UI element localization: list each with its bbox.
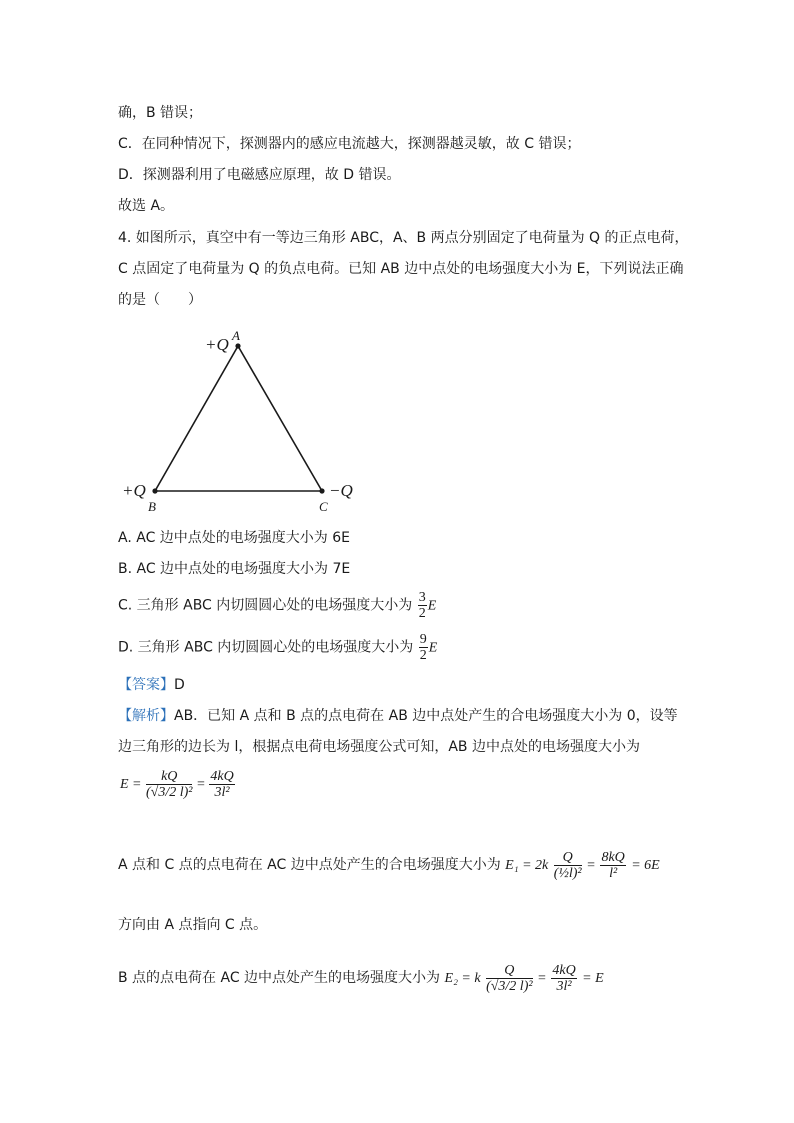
point-c [319, 488, 324, 493]
analysis-label: 【解析】 [118, 708, 174, 724]
option-d-numerator: 9 [419, 632, 427, 647]
charge-a: +Q [205, 335, 229, 354]
prev-line-c: C．在同种情况下，探测器内的感应电流越大，探测器越灵敏，故 C 错误； [118, 136, 581, 152]
eq1-result-numerator: 4kQ [210, 769, 234, 785]
eq3-result-numerator: 4kQ [552, 962, 576, 978]
eq1-fraction [146, 769, 192, 800]
eq2-lhs: E₁ = 2k [505, 858, 549, 873]
eq2-tail: = 6E [631, 858, 660, 873]
analysis-text-5: B 点的点电荷在 AC 边中点处产生的电场强度大小为 [118, 970, 441, 986]
option-c-fraction [418, 590, 427, 621]
eq2-denominator: (½l)² [553, 865, 582, 881]
option-d-denominator: 2 [419, 648, 427, 663]
eq3-numerator: Q [486, 963, 532, 979]
side-ac [238, 346, 322, 491]
eq1-numerator: kQ [146, 769, 192, 785]
option-b: B. AC 边中点处的电场强度大小为 7E [118, 561, 351, 577]
analysis-text-1: AB．已知 A 点和 B 点的点电荷在 AB 边中点处产生的合电场强度大小为 0，设等 [174, 708, 678, 724]
eq1-result-denominator: 3l² [214, 785, 230, 801]
option-c-unit: E [427, 598, 437, 614]
eq3-lhs: E₂ = k [444, 971, 481, 986]
label-c: C [319, 499, 328, 514]
answer-value: D [174, 677, 185, 693]
triangle-figure [110, 322, 370, 517]
option-d-unit: E [428, 640, 438, 656]
eq2-numerator: Q [554, 850, 582, 866]
option-c [118, 590, 436, 622]
eq2-result-numerator: 8kQ [601, 849, 625, 865]
analysis-line-5 [118, 958, 604, 999]
answer-line [118, 675, 185, 695]
prev-conclusion: 故选 A。 [118, 198, 175, 214]
eq1-denominator: (√3/2 l)² [146, 785, 193, 801]
charge-c: −Q [329, 481, 353, 500]
eq1-lhs: E = [120, 777, 142, 792]
option-d-fraction [419, 632, 428, 663]
option-d-text: D. 三角形 ABC 内切圆圆心处的电场强度大小为 [118, 639, 414, 656]
point-a [235, 343, 240, 348]
prev-line-d: D．探测器利用了电磁感应原理，故 D 错误。 [118, 167, 401, 183]
option-c-text: C. 三角形 ABC 内切圆圆心处的电场强度大小为 [118, 597, 413, 614]
eq2-result-fraction [600, 850, 625, 881]
side-ab [155, 346, 238, 491]
eq1-result-fraction [209, 769, 234, 800]
eq2-result-denominator: l² [609, 865, 618, 881]
question-line-3: 的是（ ） [118, 292, 202, 308]
option-c-numerator: 3 [418, 590, 426, 605]
analysis-line-3 [118, 845, 660, 886]
eq3-denominator: (√3/2 l)² [486, 978, 533, 994]
eq3-tail: = E [582, 971, 604, 986]
eq2-equals: = [587, 858, 595, 873]
eq3-equals: = [538, 971, 546, 986]
question-line-1: 4. 如图所示，真空中有一等边三角形 ABC，A、B 两点分别固定了电荷量为 Q 的正点电荷， [118, 230, 689, 246]
analysis-line-1 [118, 706, 678, 726]
equation-1 [120, 765, 236, 805]
eq3-result-denominator: 3l² [556, 978, 572, 994]
eq3-result-fraction [551, 963, 576, 994]
analysis-line-4: 方向由 A 点指向 C 点。 [118, 917, 268, 933]
label-b: B [148, 499, 156, 514]
question-line-2: C 点固定了电荷量为 Q 的负点电荷。已知 AB 边中点处的电场强度大小为 E，下列说法正确 [118, 261, 684, 277]
option-d [118, 632, 437, 664]
prev-line-b: 确，B 错误； [118, 105, 203, 121]
eq3-fraction [486, 963, 532, 994]
analysis-text-3: A 点和 C 点的点电荷在 AC 边中点处产生的合电场强度大小为 [118, 857, 501, 873]
answer-label: 【答案】 [118, 677, 174, 693]
label-a: A [232, 328, 240, 343]
eq2-fraction [554, 850, 582, 881]
point-b [152, 488, 157, 493]
option-c-denominator: 2 [418, 606, 426, 621]
eq1-equals: = [196, 777, 205, 792]
option-a: A. AC 边中点处的电场强度大小为 6E [118, 530, 350, 546]
analysis-line-2: 边三角形的边长为 l，根据点电荷电场强度公式可知，AB 边中点处的电场强度大小为 [118, 739, 640, 755]
charge-b: +Q [122, 481, 146, 500]
